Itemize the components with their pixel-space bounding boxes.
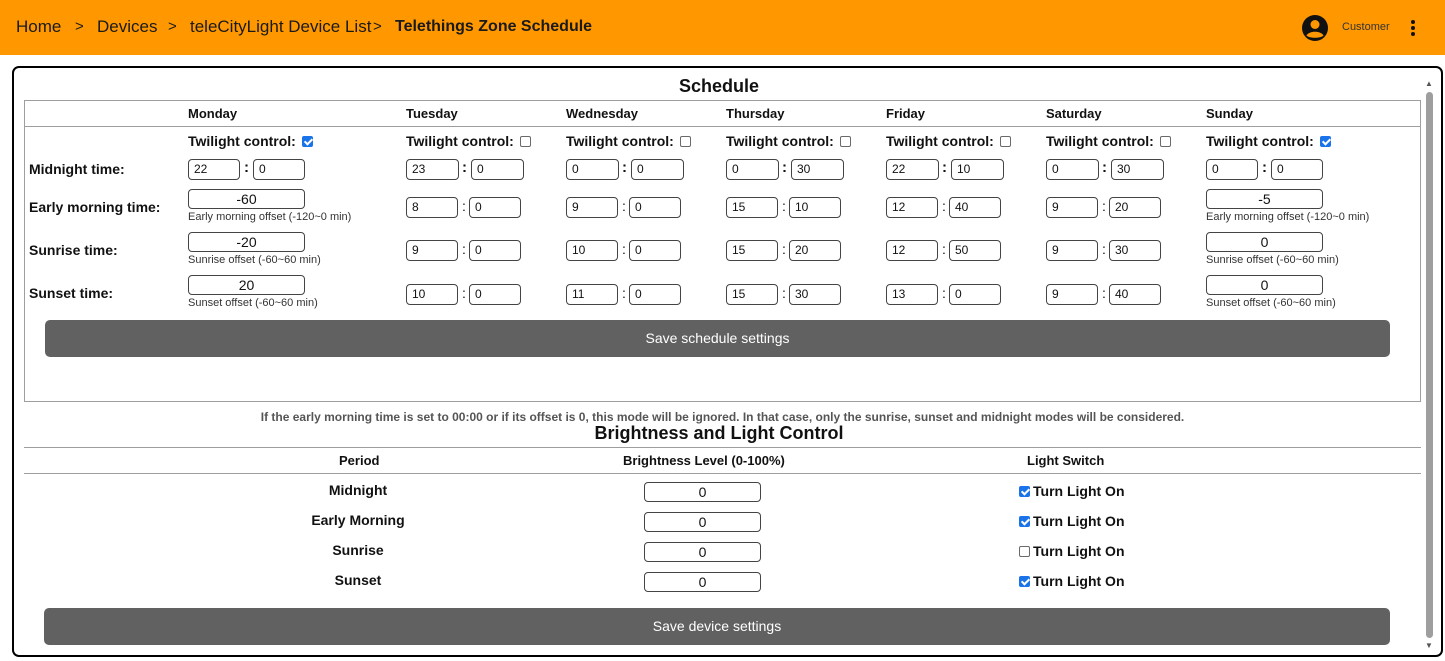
early-morning-offset-input-sunday[interactable]: -5	[1206, 189, 1323, 209]
scroll-down-arrow-icon[interactable]: ▼	[1425, 641, 1433, 650]
turn-light-on-checkbox[interactable]	[1019, 516, 1030, 527]
sunrise-hour-input-tuesday[interactable]: 9	[406, 240, 458, 261]
light-switch-midnight[interactable]	[1019, 483, 1125, 499]
day-header-saturday: Saturday	[1046, 106, 1102, 121]
breadcrumb-home[interactable]: Home	[16, 17, 62, 36]
time-colon: :	[1102, 285, 1106, 301]
early-morning-offset-hint: Early morning offset (-120~0 min)	[188, 211, 352, 223]
twilight-label: Twilight control:	[726, 133, 834, 149]
twilight-checkbox-sunday[interactable]	[1320, 136, 1331, 147]
sunset-hour-input-tuesday[interactable]: 10	[406, 284, 458, 305]
twilight-label: Twilight control:	[406, 133, 514, 149]
early-morning-minute-input-tuesday[interactable]: 0	[469, 197, 521, 218]
twilight-label: Twilight control:	[566, 133, 674, 149]
sunrise-minute-input-thursday[interactable]: 20	[789, 240, 841, 261]
time-colon: :	[782, 159, 787, 176]
sunrise-hour-input-friday[interactable]: 12	[886, 240, 938, 261]
midnight-hour-input-wednesday[interactable]: 0	[566, 159, 619, 180]
time-colon: :	[942, 241, 946, 257]
sunset-hour-input-wednesday[interactable]: 11	[566, 284, 618, 305]
twilight-control-wednesday	[566, 133, 691, 149]
sunrise-hour-input-saturday[interactable]: 9	[1046, 240, 1098, 261]
early-morning-minute-input-saturday[interactable]: 20	[1109, 197, 1161, 218]
light-switch-early-morning[interactable]	[1019, 513, 1125, 529]
turn-light-on-label: Turn Light On	[1033, 543, 1125, 559]
schedule-table	[24, 100, 1421, 424]
day-header-sunday: Sunday	[1206, 106, 1253, 121]
turn-light-on-label: Turn Light On	[1033, 573, 1125, 589]
twilight-control-saturday	[1046, 133, 1171, 149]
sunset-offset-hint: Sunset offset (-60~60 min)	[1206, 297, 1336, 309]
day-header-row	[25, 101, 1420, 127]
twilight-control-friday	[886, 133, 1011, 149]
time-colon: :	[1102, 241, 1106, 257]
breadcrumb-separator: >	[168, 18, 177, 35]
time-colon: :	[942, 159, 947, 176]
midnight-hour-input-thursday[interactable]: 0	[726, 159, 779, 180]
period-sunset: Sunset	[334, 572, 382, 588]
twilight-control-tuesday	[406, 133, 531, 149]
brightness-level-header: Brightness Level (0-100%)	[623, 453, 785, 468]
sunset-time-label: Sunset time:	[29, 285, 114, 301]
period-midnight: Midnight	[328, 482, 388, 498]
time-colon: :	[622, 285, 626, 301]
brightness-title: Brightness and Light Control	[594, 423, 844, 443]
time-colon: :	[782, 285, 786, 301]
early-morning-minute-input-friday[interactable]: 40	[949, 197, 1001, 218]
midnight-minute-input-monday[interactable]: 0	[253, 159, 305, 180]
sunrise-minute-input-friday[interactable]: 50	[949, 240, 1001, 261]
twilight-label: Twilight control:	[1206, 133, 1314, 149]
twilight-label: Twilight control:	[188, 133, 296, 149]
midnight-hour-input-monday[interactable]: 22	[188, 159, 240, 180]
turn-light-on-checkbox[interactable]	[1019, 576, 1030, 587]
time-colon: :	[942, 198, 946, 214]
period-header: Period	[339, 453, 380, 468]
day-header-thursday: Thursday	[726, 106, 785, 121]
time-colon: :	[942, 285, 946, 301]
light-switch-sunrise[interactable]	[1019, 543, 1125, 559]
midnight-minute-input-thursday[interactable]: 30	[791, 159, 844, 180]
sunset-minute-input-saturday[interactable]: 40	[1109, 284, 1161, 305]
breadcrumb-separator: >	[75, 18, 84, 35]
sunset-offset-input-monday[interactable]: 20	[188, 275, 305, 295]
turn-light-on-label: Turn Light On	[1033, 483, 1125, 499]
sunset-offset-hint: Sunset offset (-60~60 min)	[188, 297, 318, 309]
scroll-up-arrow-icon[interactable]: ▲	[1425, 79, 1433, 88]
day-header-monday: Monday	[188, 106, 238, 121]
sunrise-minute-input-wednesday[interactable]: 0	[629, 240, 681, 261]
sunrise-offset-hint: Sunrise offset (-60~60 min)	[1206, 254, 1339, 266]
time-colon: :	[622, 159, 627, 176]
period-early-morning: Early Morning	[311, 512, 405, 528]
brightness-table	[24, 447, 1421, 657]
turn-light-on-checkbox[interactable]	[1019, 546, 1030, 557]
twilight-label: Twilight control:	[886, 133, 994, 149]
light-switch-sunset[interactable]	[1019, 573, 1125, 589]
midnight-time-label: Midnight time:	[29, 161, 125, 177]
twilight-checkbox-thursday[interactable]	[840, 136, 851, 147]
breadcrumb-current-page: Telethings Zone Schedule	[395, 18, 593, 35]
twilight-checkbox-saturday[interactable]	[1160, 136, 1171, 147]
sunset-hour-input-saturday[interactable]: 9	[1046, 284, 1098, 305]
early-morning-note: If the early morning time is set to 00:00 or if its offset is 0, this mode will be ignored. In that case, only the sunrise, sunset and midnight modes will be considered.	[260, 410, 1185, 424]
twilight-checkbox-monday[interactable]	[302, 136, 313, 147]
twilight-control-sunday	[1206, 133, 1331, 149]
sunrise-hour-input-wednesday[interactable]: 10	[566, 240, 618, 261]
more-vert-icon[interactable]	[1404, 17, 1422, 39]
breadcrumb-devices[interactable]: Devices	[97, 17, 158, 36]
breadcrumb-separator: >	[373, 18, 382, 35]
midnight-hour-input-tuesday[interactable]: 23	[406, 159, 459, 180]
account-circle-icon[interactable]	[1301, 14, 1329, 42]
time-colon: :	[1262, 159, 1267, 176]
day-header-friday: Friday	[886, 106, 926, 121]
sunset-hour-input-thursday[interactable]: 15	[726, 284, 778, 305]
brightness-input-midnight[interactable]: 0	[644, 482, 761, 502]
sunrise-minute-input-saturday[interactable]: 30	[1109, 240, 1161, 261]
early-morning-offset-input-monday[interactable]: -60	[188, 189, 305, 209]
time-colon: :	[622, 198, 626, 214]
twilight-checkbox-wednesday[interactable]	[680, 136, 691, 147]
time-colon: :	[462, 285, 466, 301]
breadcrumb-device-list[interactable]: teleCityLight Device List	[190, 17, 372, 36]
brightness-header-row	[24, 448, 1421, 474]
sunset-hour-input-friday[interactable]: 13	[886, 284, 938, 305]
twilight-label: Twilight control:	[1046, 133, 1154, 149]
midnight-hour-input-friday[interactable]: 22	[886, 159, 939, 180]
sunset-minute-input-tuesday[interactable]: 0	[469, 284, 521, 305]
midnight-hour-input-saturday[interactable]: 0	[1046, 159, 1099, 180]
time-colon: :	[1102, 198, 1106, 214]
midnight-minute-input-wednesday[interactable]: 0	[631, 159, 684, 180]
schedule-title: Schedule	[678, 76, 760, 96]
early-morning-hour-input-friday[interactable]: 12	[886, 197, 938, 218]
midnight-minute-input-tuesday[interactable]: 0	[471, 159, 524, 180]
sunset-offset-input-sunday[interactable]: 0	[1206, 275, 1323, 295]
midnight-minute-input-friday[interactable]: 10	[951, 159, 1004, 180]
scrollbar-thumb[interactable]	[1426, 92, 1433, 638]
save-device-button[interactable]: Save device settings	[44, 608, 1390, 645]
day-header-tuesday: Tuesday	[406, 106, 458, 121]
early-morning-time-label: Early morning time:	[29, 199, 161, 215]
sunrise-offset-input-monday[interactable]: -20	[188, 232, 305, 252]
sunrise-offset-hint: Sunrise offset (-60~60 min)	[188, 254, 321, 266]
turn-light-on-checkbox[interactable]	[1019, 486, 1030, 497]
time-colon: :	[462, 198, 466, 214]
sunrise-time-label: Sunrise time:	[29, 242, 118, 258]
vertical-scrollbar[interactable]	[1423, 78, 1435, 652]
time-colon: :	[244, 159, 249, 176]
day-header-wednesday: Wednesday	[566, 106, 639, 121]
schedule-card	[12, 66, 1443, 657]
sunset-minute-input-friday[interactable]: 0	[949, 284, 1001, 305]
twilight-control-thursday	[726, 133, 851, 149]
time-colon: :	[782, 198, 786, 214]
time-colon: :	[462, 241, 466, 257]
sunrise-minute-input-tuesday[interactable]: 0	[469, 240, 521, 261]
midnight-minute-input-saturday[interactable]: 30	[1111, 159, 1164, 180]
period-sunrise: Sunrise	[332, 542, 384, 558]
sunset-minute-input-wednesday[interactable]: 0	[629, 284, 681, 305]
early-morning-offset-hint: Early morning offset (-120~0 min)	[1206, 211, 1370, 223]
sunset-minute-input-thursday[interactable]: 30	[789, 284, 841, 305]
top-app-bar	[0, 0, 1445, 55]
twilight-checkbox-tuesday[interactable]	[520, 136, 531, 147]
early-morning-minute-input-thursday[interactable]: 10	[789, 197, 841, 218]
light-switch-header: Light Switch	[1027, 453, 1105, 468]
midnight-hour-input-sunday[interactable]: 0	[1206, 159, 1258, 180]
early-morning-minute-input-wednesday[interactable]: 0	[629, 197, 681, 218]
twilight-checkbox-friday[interactable]	[1000, 136, 1011, 147]
twilight-control-monday	[188, 133, 313, 149]
sunrise-offset-input-sunday[interactable]: 0	[1206, 232, 1323, 252]
user-name[interactable]: Customer	[1342, 21, 1390, 33]
time-colon: :	[782, 241, 786, 257]
save-schedule-button[interactable]: Save schedule settings	[45, 320, 1390, 357]
early-morning-hour-input-wednesday[interactable]: 9	[566, 197, 618, 218]
early-morning-hour-input-saturday[interactable]: 9	[1046, 197, 1098, 218]
midnight-minute-input-sunday[interactable]: 0	[1271, 159, 1323, 180]
time-colon: :	[622, 241, 626, 257]
early-morning-hour-input-tuesday[interactable]: 8	[406, 197, 458, 218]
sunrise-hour-input-thursday[interactable]: 15	[726, 240, 778, 261]
brightness-input-sunrise[interactable]: 0	[644, 542, 761, 562]
time-colon: :	[1102, 159, 1107, 176]
brightness-input-sunset[interactable]: 0	[644, 572, 761, 592]
early-morning-hour-input-thursday[interactable]: 15	[726, 197, 778, 218]
turn-light-on-label: Turn Light On	[1033, 513, 1125, 529]
brightness-input-early-morning[interactable]: 0	[644, 512, 761, 532]
time-colon: :	[462, 159, 467, 176]
